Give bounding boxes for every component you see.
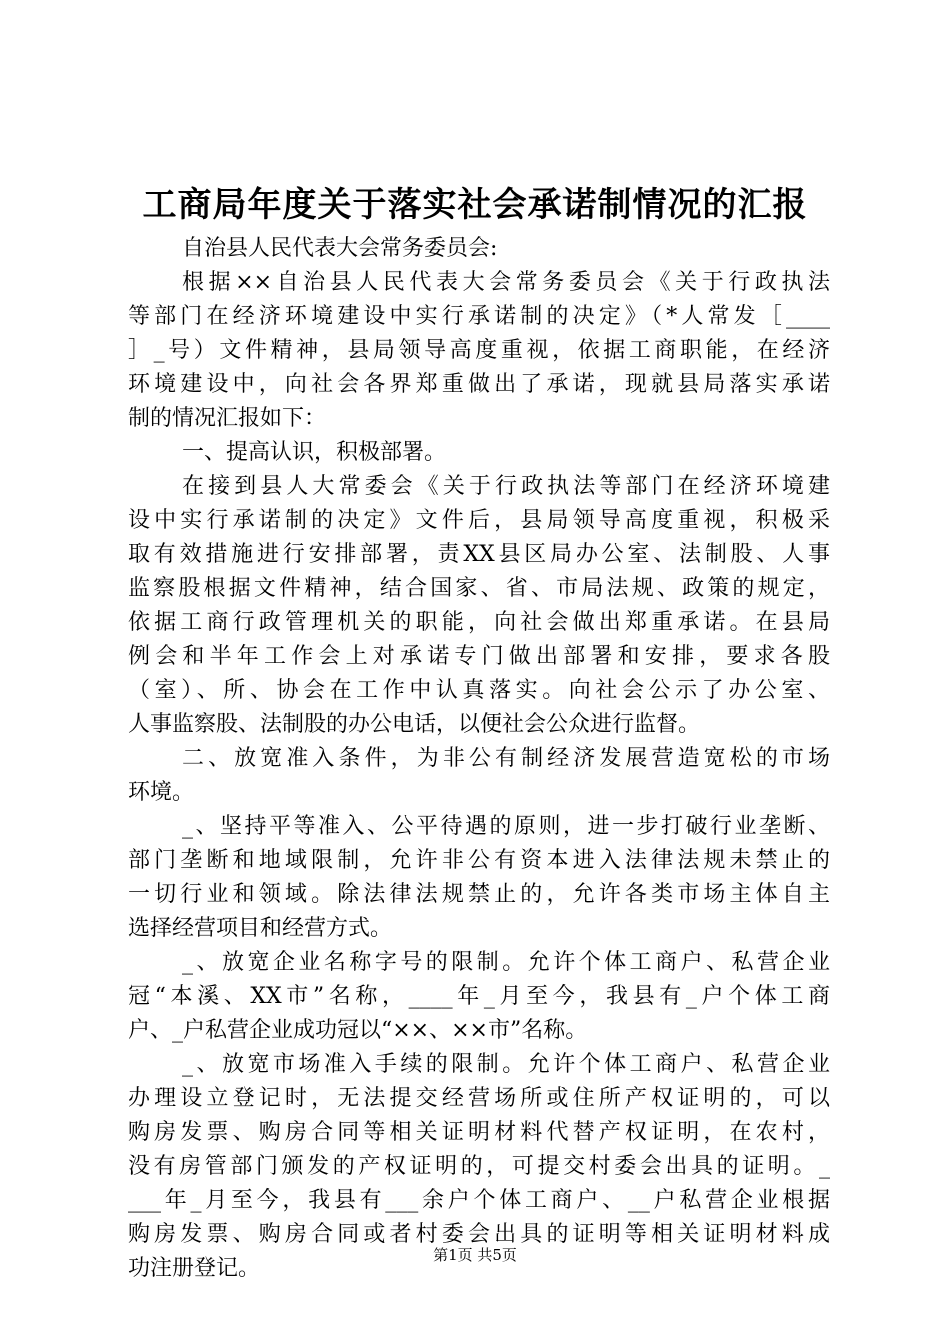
text-line: 制的情况汇报如下： [128, 406, 327, 431]
text-line: 冠“本溪、XX市”名称，____年_月至今，我县有_户个体工商 [128, 984, 830, 1009]
text-line: 办理设立登记时，无法提交经营场所或住所产权证明的，可以 [128, 1086, 830, 1111]
text-line: 根据××自治县人民代表大会常务委员会《关于行政执法 [182, 270, 830, 295]
text-line: 依据工商行政管理机关的职能，向社会做出郑重承诺。在县局 [128, 610, 830, 635]
text-line: （室）、所、协会在工作中认真落实。向社会公示了办公室、 [128, 678, 830, 703]
text-line: ___年_月至今，我县有___余户个体工商户、__户私营企业根据 [128, 1188, 830, 1213]
text-line: 部门垄断和地域限制，允许非公有资本进入法律法规未禁止的 [128, 848, 830, 873]
text-line: 在接到县人大常委会《关于行政执法等部门在经济环境建 [182, 474, 830, 499]
text-line: 户、_户私营企业成功冠以“××、××市”名称。 [128, 1018, 588, 1043]
document-title: 工商局年度关于落实社会承诺制情况的汇报 [142, 185, 808, 225]
text-line: 环境建设中，向社会各界郑重做出了承诺，现就县局落实承诺 [128, 372, 830, 397]
text-line: 没有房管部门颁发的产权证明的，可提交村委会出具的证明。_ [128, 1154, 830, 1179]
text-line: 人事监察股、法制股的办公电话，以便社会公众进行监督。 [128, 712, 701, 737]
page-footer: 第1页 共5页 [433, 1246, 517, 1264]
text-line: 选择经营项目和经营方式。 [128, 916, 393, 941]
text-line: 自治县人民代表大会常务委员会: [182, 236, 498, 261]
text-line: 取有效措施进行安排部署，责XX县区局办公室、法制股、人事 [128, 542, 830, 567]
document-body [128, 232, 830, 1286]
text-line: 购房发票、购房合同或者村委会出具的证明等相关证明材料成 [128, 1222, 830, 1247]
text-line: 监察股根据文件精神，结合国家、省、市局法规、政策的规定， [128, 576, 830, 601]
text-line: _、放宽市场准入手续的限制。允许个体工商户、私营企业 [182, 1052, 830, 1077]
text-line: 功注册登记。 [128, 1256, 261, 1281]
text-line: ］_号）文件精神，县局领导高度重视，依据工商职能，在经济 [128, 338, 830, 363]
text-line: 设中实行承诺制的决定》文件后，县局领导高度重视，积极采 [128, 508, 830, 533]
text-line: 环境。 [128, 780, 195, 805]
text-line: 等部门在经济环境建设中实行承诺制的决定》（*人常发［____ [128, 304, 830, 329]
text-line: 购房发票、购房合同等相关证明材料代替产权证明，在农村， [128, 1120, 830, 1145]
text-line: _、坚持平等准入、公平待遇的原则，进一步打破行业垄断、 [182, 814, 830, 839]
text-line: 一切行业和领域。除法律法规禁止的，允许各类市场主体自主 [128, 882, 830, 907]
text-line: 一、提高认识，积极部署。 [182, 440, 447, 465]
text-line: 例会和半年工作会上对承诺专门做出部署和安排，要求各股 [128, 644, 830, 669]
text-line: _、放宽企业名称字号的限制。允许个体工商户、私营企业 [182, 950, 830, 975]
text-line: 二、放宽准入条件，为非公有制经济发展营造宽松的市场 [182, 746, 830, 771]
